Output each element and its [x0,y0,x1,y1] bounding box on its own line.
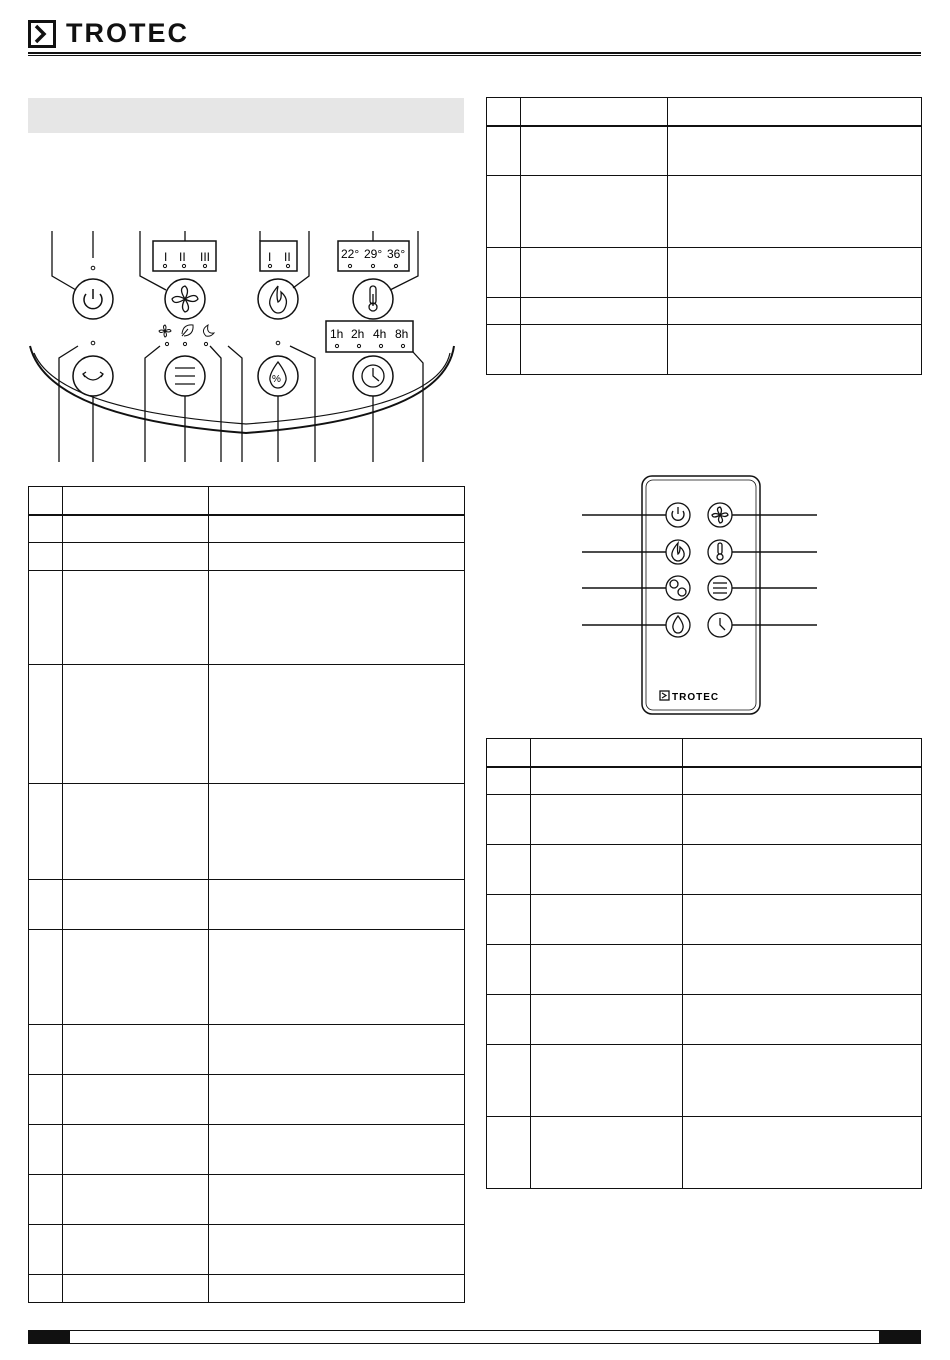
top-right-table [486,97,922,375]
oscillation-button-diagram [73,341,113,396]
thermometer-icon [717,543,723,560]
fan-speed-label: II [179,250,186,264]
table-row [487,767,922,795]
table-row [487,1045,922,1117]
night-mode-icon [203,325,214,336]
table-header-row [487,739,922,767]
timer-icon [362,365,384,387]
table-row [29,571,465,665]
table-row [487,126,922,176]
footer-block-right [879,1330,921,1344]
table-header-row [487,98,922,126]
table-row [29,1175,465,1225]
timer-label: 4h [373,327,387,341]
mode-icon [713,583,727,593]
heat-level-label: II [284,250,291,264]
table-row [487,248,922,298]
table-row [29,1025,465,1075]
table-header-row [29,487,465,515]
remote-brand-logo [660,691,719,703]
section-heading-band [28,98,464,133]
temperature-label: 22° [341,247,360,261]
mode-button-diagram [159,325,214,396]
heat-icon [672,543,684,561]
power-icon [84,289,102,309]
table-row [29,930,465,1025]
power-button-diagram [73,266,113,319]
table-row [487,298,922,325]
header-rule [28,52,921,54]
fan-speed-label: III [200,250,211,264]
table-row [487,795,922,845]
fan-speed-label: I [164,250,168,264]
table-row [487,945,922,995]
power-icon [672,507,684,520]
eco-mode-icon [182,325,193,336]
timer-button-diagram [353,356,393,396]
oscillation-icon [83,372,103,380]
fan-mode-icon [159,325,171,337]
table-row [29,665,465,784]
oscillation-icon [670,580,686,596]
table-row [487,325,922,375]
table-row [29,1275,465,1303]
table-row [29,1225,465,1275]
header-rule-thin [28,55,921,56]
table-row [487,845,922,895]
remote-elements-table [486,738,922,1189]
table-row [487,995,922,1045]
remote-brand-name: TROTEC [672,692,720,703]
table-row [29,784,465,880]
temperature-label: 29° [364,247,383,261]
fan-icon [172,286,198,312]
table-row [29,1075,465,1125]
temperature-button-diagram [353,279,393,319]
mode-icon [175,368,195,384]
panel-elements-table [28,486,465,1303]
svg-text:%: % [272,374,281,385]
control-panel-diagram [28,228,464,462]
remote-control-diagram [576,474,826,718]
footer-bar [28,1330,921,1344]
humidity-button-diagram [258,341,298,396]
thermometer-icon [369,286,377,311]
table-row [487,1117,922,1189]
table-row [29,543,465,571]
footer-block-left [28,1330,70,1344]
fan-icon [712,507,728,523]
heat-icon [270,286,287,313]
temperature-label: 36° [387,247,406,261]
table-row [487,895,922,945]
timer-label: 2h [351,327,365,341]
table-row [29,880,465,930]
humidity-icon [673,616,683,633]
heat-level-label: I [268,250,272,264]
timer-label: 8h [395,327,409,341]
heat-button-diagram [258,279,298,319]
brand-logo [28,20,228,50]
table-row [29,1125,465,1175]
timer-label: 1h [330,327,344,341]
timer-icon [720,618,725,630]
table-row [487,176,922,248]
logo-mark-icon [28,20,56,48]
fan-button-diagram [165,279,205,319]
brand-name: TROTEC [66,18,189,48]
table-row [29,515,465,543]
